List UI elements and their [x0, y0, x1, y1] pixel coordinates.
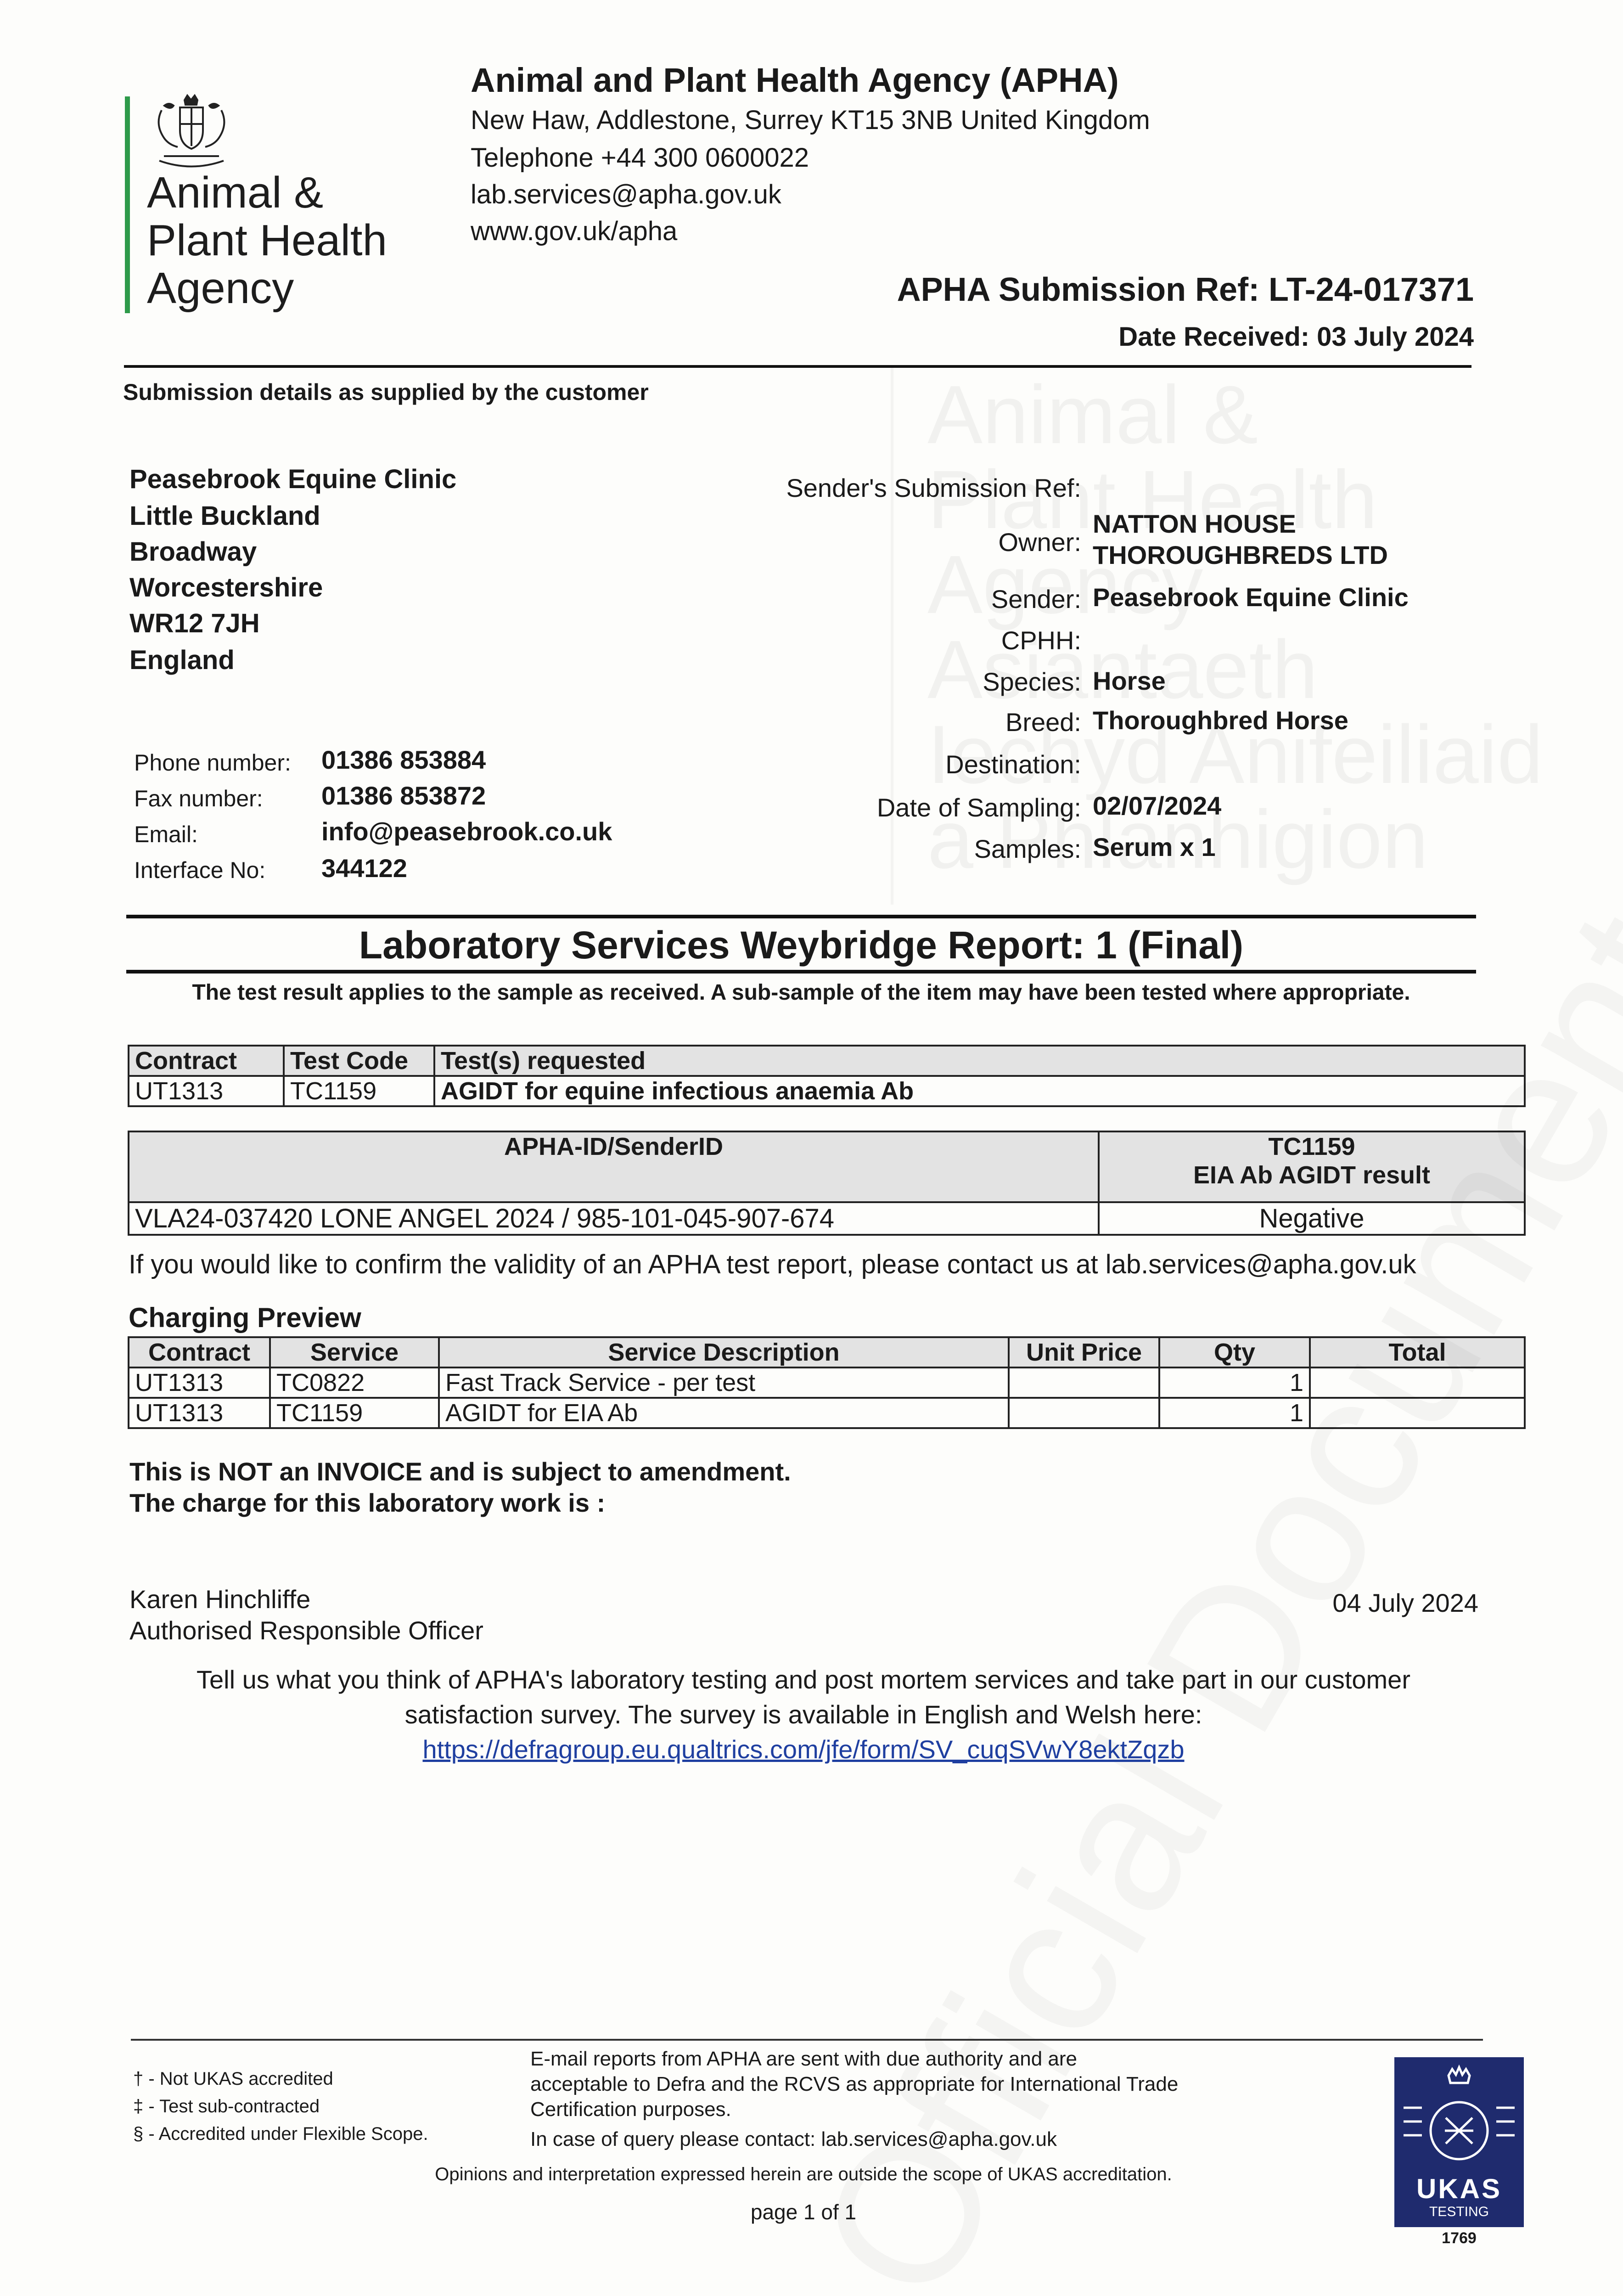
agency-website[interactable]: www.gov.uk/apha	[471, 216, 678, 246]
logo-text-line-1: Animal &	[147, 168, 324, 217]
table-header: Contract	[129, 1046, 284, 1076]
senders-ref-label: Sender's Submission Ref:	[786, 473, 1081, 502]
table-row	[129, 1202, 1525, 1235]
table-cell: AGIDT for equine infectious anaemia Ab	[434, 1076, 1525, 1106]
interface-value: 344122	[321, 854, 407, 883]
email-note-line-2: acceptable to Defra and the RCVS as appropriate for International Trade	[530, 2073, 1179, 2095]
query-contact: In case of query please contact: lab.services@apha.gov.uk	[530, 2128, 1057, 2150]
date-of-sampling-value: 02/07/2024	[1093, 791, 1222, 820]
table-cell-result: Negative	[1099, 1202, 1525, 1235]
submission-ref: APHA Submission Ref: LT-24-017371	[897, 271, 1474, 308]
table-header: Unit Price	[1009, 1337, 1159, 1367]
table-header: Service	[270, 1337, 439, 1367]
species-label: Species:	[983, 667, 1081, 696]
table-header: Test Code	[284, 1046, 434, 1076]
table-cell: UT1313	[129, 1076, 284, 1106]
email-note-line-1: E-mail reports from APHA are sent with due authority and are	[530, 2048, 1078, 2070]
fax-value: 01386 853872	[321, 781, 486, 810]
applies-note: The test result applies to the sample as received. A sub-sample of the item may have been tested where appropriate.	[192, 980, 1410, 1005]
table-cell: 1	[1159, 1367, 1310, 1398]
table-header: Contract	[129, 1337, 270, 1367]
footer-rule	[131, 2039, 1483, 2041]
table-cell: AGIDT for EIA Ab	[439, 1398, 1009, 1428]
report-title: Laboratory Services Weybridge Report: 1 (Final)	[359, 923, 1244, 967]
legend-not-ukas: † - Not UKAS accredited	[133, 2069, 333, 2089]
owner-label: Owner:	[998, 528, 1081, 557]
logo-green-bar	[125, 96, 130, 313]
table-cell-sample-id: VLA24-037420 LONE ANGEL 2024 / 985-101-045-907-674	[129, 1202, 1099, 1235]
email-value[interactable]: info@peasebrook.co.uk	[321, 817, 612, 846]
results-table	[128, 1131, 1526, 1236]
signer-name: Karen Hinchliffe	[129, 1585, 311, 1614]
cphh-label: CPHH:	[1001, 626, 1081, 655]
result-test-code: TC1159	[1268, 1133, 1355, 1160]
agency-title: Animal and Plant Health Agency (APHA)	[471, 61, 1119, 99]
phone-value: 01386 853884	[321, 745, 486, 774]
table-cell	[1009, 1367, 1159, 1398]
legend-flexible-scope: § - Accredited under Flexible Scope.	[133, 2124, 428, 2144]
tests-requested-table	[128, 1045, 1526, 1107]
customer-address-line: Broadway	[129, 537, 257, 567]
table-cell: UT1313	[129, 1398, 270, 1428]
breed-value: Thoroughbred Horse	[1093, 706, 1348, 735]
table-header: Qty	[1159, 1337, 1310, 1367]
table-cell: TC0822	[270, 1367, 439, 1398]
sign-date: 04 July 2024	[1332, 1588, 1478, 1617]
table-header: Total	[1310, 1337, 1525, 1367]
table-cell	[1009, 1398, 1159, 1428]
samples-label: Samples:	[974, 834, 1081, 863]
customer-address-line: Peasebrook Equine Clinic	[129, 464, 457, 494]
email-label: Email:	[134, 822, 198, 847]
ukas-logo	[1394, 2057, 1524, 2227]
opinions-note: Opinions and interpretation expressed herein are outside the scope of UKAS accreditation.	[435, 2164, 1172, 2184]
ukas-number: 1769	[1442, 2229, 1477, 2247]
watermark-bar	[891, 367, 893, 905]
species-value: Horse	[1093, 666, 1166, 695]
submission-details-heading: Submission details as supplied by the customer	[123, 379, 649, 405]
phone-label: Phone number:	[134, 750, 291, 776]
legend-sub-contracted: ‡ - Test sub-contracted	[133, 2096, 320, 2116]
ukas-testing: TESTING	[1429, 2204, 1489, 2219]
table-cell: 1	[1159, 1398, 1310, 1428]
customer-address-line: England	[129, 645, 235, 675]
sender-value: Peasebrook Equine Clinic	[1093, 583, 1409, 612]
table-header-id: APHA-ID/SenderID	[129, 1131, 1099, 1202]
breed-label: Breed:	[1005, 708, 1081, 737]
royal-coat-of-arms-icon	[148, 92, 235, 172]
logo-text-line-2: Plant Health	[147, 216, 387, 265]
agency-telephone: Telephone +44 300 0600022	[471, 143, 809, 173]
ukas-name: UKAS	[1416, 2173, 1502, 2204]
customer-address-line: Worcestershire	[129, 573, 323, 602]
ukas-crown-icon	[1394, 2057, 1524, 2172]
table-cell: UT1313	[129, 1367, 270, 1398]
table-header: Service Description	[439, 1337, 1009, 1367]
survey-line-2: satisfaction survey. The survey is available in English and Welsh here:	[404, 1700, 1202, 1729]
watermark-line	[927, 367, 1258, 462]
charge-line: The charge for this laboratory work is :	[129, 1488, 606, 1517]
date-of-sampling-label: Date of Sampling:	[876, 793, 1081, 822]
table-cell: TC1159	[284, 1076, 434, 1106]
date-received: Date Received: 03 July 2024	[1118, 322, 1474, 352]
email-note-line-3: Certification purposes.	[530, 2098, 731, 2121]
destination-label: Destination:	[945, 750, 1081, 779]
report-top-rule	[126, 915, 1476, 918]
logo-text-line-3: Agency	[147, 264, 294, 313]
samples-value: Serum x 1	[1093, 833, 1216, 861]
table-cell: Fast Track Service - per test	[439, 1367, 1009, 1398]
page-number: page 1 of 1	[750, 2200, 857, 2224]
signer-role: Authorised Responsible Officer	[129, 1616, 483, 1645]
table-row	[129, 1076, 1525, 1106]
fax-label: Fax number:	[134, 786, 263, 811]
customer-address-line: Little Buckland	[129, 501, 320, 531]
survey-block	[138, 1662, 1469, 1767]
not-invoice-note: This is NOT an INVOICE and is subject to amendment.	[129, 1457, 791, 1486]
sender-label: Sender:	[991, 585, 1081, 613]
interface-label: Interface No:	[134, 857, 266, 883]
owner-value-line-2: THOROUGHBREDS LTD	[1093, 540, 1388, 569]
table-cell: TC1159	[270, 1398, 439, 1428]
validity-note: If you would like to confirm the validity of an APHA test report, please contact us at lab.services@apha.gov.uk	[129, 1249, 1416, 1279]
customer-address-line: WR12 7JH	[129, 608, 260, 638]
survey-link[interactable]: https://defragroup.eu.qualtrics.com/jfe/form/SV_cuqSVwY8ektZqzb	[422, 1735, 1185, 1764]
agency-address: New Haw, Addlestone, Surrey KT15 3NB United Kingdom	[471, 105, 1150, 135]
report-bottom-rule	[126, 970, 1476, 974]
owner-value: NATTON HOUSE	[1093, 509, 1296, 538]
agency-email[interactable]: lab.services@apha.gov.uk	[471, 180, 781, 209]
header-divider	[124, 365, 1471, 368]
table-header: Test(s) requested	[434, 1046, 1525, 1076]
survey-line-1: Tell us what you think of APHA's laboratory testing and post mortem services and take part in our customer	[197, 1665, 1410, 1694]
charging-preview-title: Charging Preview	[129, 1302, 361, 1333]
result-test-name: EIA Ab AGIDT result	[1193, 1161, 1431, 1189]
